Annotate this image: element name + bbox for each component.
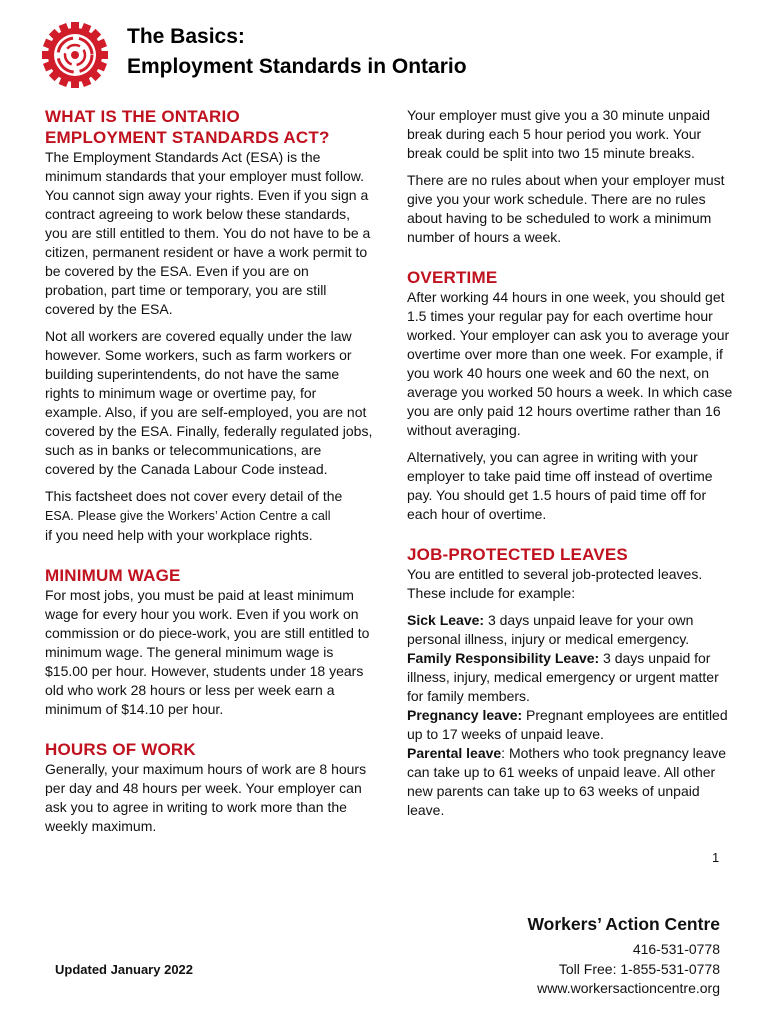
sick-leave-item	[407, 611, 735, 649]
break-paragraph: Your employer must give you a 30 minute unpaid break during each 5 hour period you work. Your break could be split into two 15 minute breaks.	[407, 107, 710, 161]
parental-leave-item	[407, 744, 735, 820]
family-leave-label: Family Responsibility Leave:	[407, 650, 600, 666]
pregnancy-leave-label: Pregnancy leave:	[407, 707, 523, 723]
minimum-wage-heading: MINIMUM WAGE	[45, 566, 181, 585]
esa-heading: WHAT IS THE ONTARIO EMPLOYMENT STANDARDS ACT?	[45, 107, 330, 147]
overtime-paragraph-2: Alternatively, you can agree in writing with your employer to take paid time off instead of overtime pay. You should get 1.5 hours of paid time off for each hour of overtime.	[407, 449, 713, 522]
gear-logo-icon	[40, 20, 110, 90]
esa-paragraph-1: The Employment Standards Act (ESA) is the minimum standards that your employer must follow. You cannot sign away your rights. Even if you sign a contract agreeing to work below these standards, you are still entitled to them. You do not have to be a citizen, permanent resident or have a work permit to be covered by the ESA. Even if you are on probation, part time or temporary, you are still covered by the ESA.	[45, 149, 371, 317]
family-leave-text: 3 days unpaid for illness, injury, medical emergency or urgent matter for family members.	[407, 650, 719, 704]
parental-leave-label: Parental leave	[407, 745, 502, 761]
hours-of-work-heading: HOURS OF WORK	[45, 740, 196, 759]
sick-leave-label: Sick Leave:	[407, 612, 485, 628]
esa-paragraph-3-line-1: This factsheet does not cover every detail of the	[45, 488, 343, 504]
title-line-1: The Basics:	[127, 25, 245, 48]
esa-paragraph-3	[45, 487, 373, 545]
title-line-2: Employment Standards in Ontario	[127, 55, 467, 78]
minimum-wage-paragraph: For most jobs, you must be paid at least minimum wage for every hour you work. Even if you work on commission or do piece-work, you are still entitled to minimum wage. The general minimum wage is $15.00 per hour. However, students under 18 years old who work 28 hours or less per week earn a minimum of $14.10 per hour.	[45, 587, 370, 717]
family-leave-item	[407, 649, 735, 706]
overtime-paragraph-1: After working 44 hours in one week, you should get 1.5 times your regular pay for each overtime hour worked. Your employer can ask you to average your overtime over more than one week. For example, if you work 40 hours one week and 60 the next, on average you worked 50 hours a week. In which case you are only paid 12 hours overtime rather than 16 without averaging.	[407, 289, 733, 438]
pregnancy-leave-text: Pregnant employees are entitled up to 17 weeks of unpaid leave.	[407, 707, 728, 742]
page-title	[127, 22, 467, 82]
esa-paragraph-3-line-2: ESA. Please give the Workers’ Action Centre a call	[45, 509, 331, 523]
esa-paragraph-3-line-3: if you need help with your workplace rights.	[45, 527, 313, 543]
org-website[interactable]: www.workersactioncentre.org	[537, 980, 720, 996]
leaves-intro: You are entitled to several job-protected leaves. These include for example:	[407, 566, 703, 601]
org-name: Workers’ Action Centre	[527, 914, 720, 934]
sick-leave-text: 3 days unpaid leave for your own personal illness, injury or medical emergency.	[407, 612, 694, 647]
pregnancy-leave-item	[407, 706, 735, 744]
esa-paragraph-2: Not all workers are covered equally under the law however. Some workers, such as farm workers or building superintendents, do not have the same rights to minimum wage or overtime pay, for example. Also, if you are self-employed, you are not covered by the ESA. Finally, federally regulated jobs, such as in banks or telecommunications, are covered by the Canada Labour Code instead.	[45, 328, 373, 477]
hours-of-work-paragraph: Generally, your maximum hours of work are 8 hours per day and 48 hours per week. Your employer can ask you to agree in writing to work more than the weekly maximum.	[45, 761, 367, 834]
page-number: 1	[712, 850, 720, 865]
left-column	[45, 106, 373, 836]
schedule-paragraph: There are no rules about when your employer must give you your work schedule. There are no rules about having to be scheduled to work a minimum number of hours a week.	[407, 172, 725, 245]
parental-leave-text: : Mothers who took pregnancy leave can take up to 61 weeks of unpaid leave. All other new parents can take up to 63 weeks of unpaid leave.	[407, 745, 727, 818]
updated-date: Updated January 2022	[55, 962, 194, 977]
org-phone: 416-531-0778	[632, 941, 720, 957]
org-toll-free: Toll Free: 1-855-531-0778	[558, 960, 720, 977]
org-contact-block	[527, 912, 720, 999]
job-protected-leaves-heading: JOB-PROTECTED LEAVES	[407, 545, 628, 564]
overtime-heading: OVERTIME	[407, 268, 498, 287]
right-column	[407, 106, 735, 820]
